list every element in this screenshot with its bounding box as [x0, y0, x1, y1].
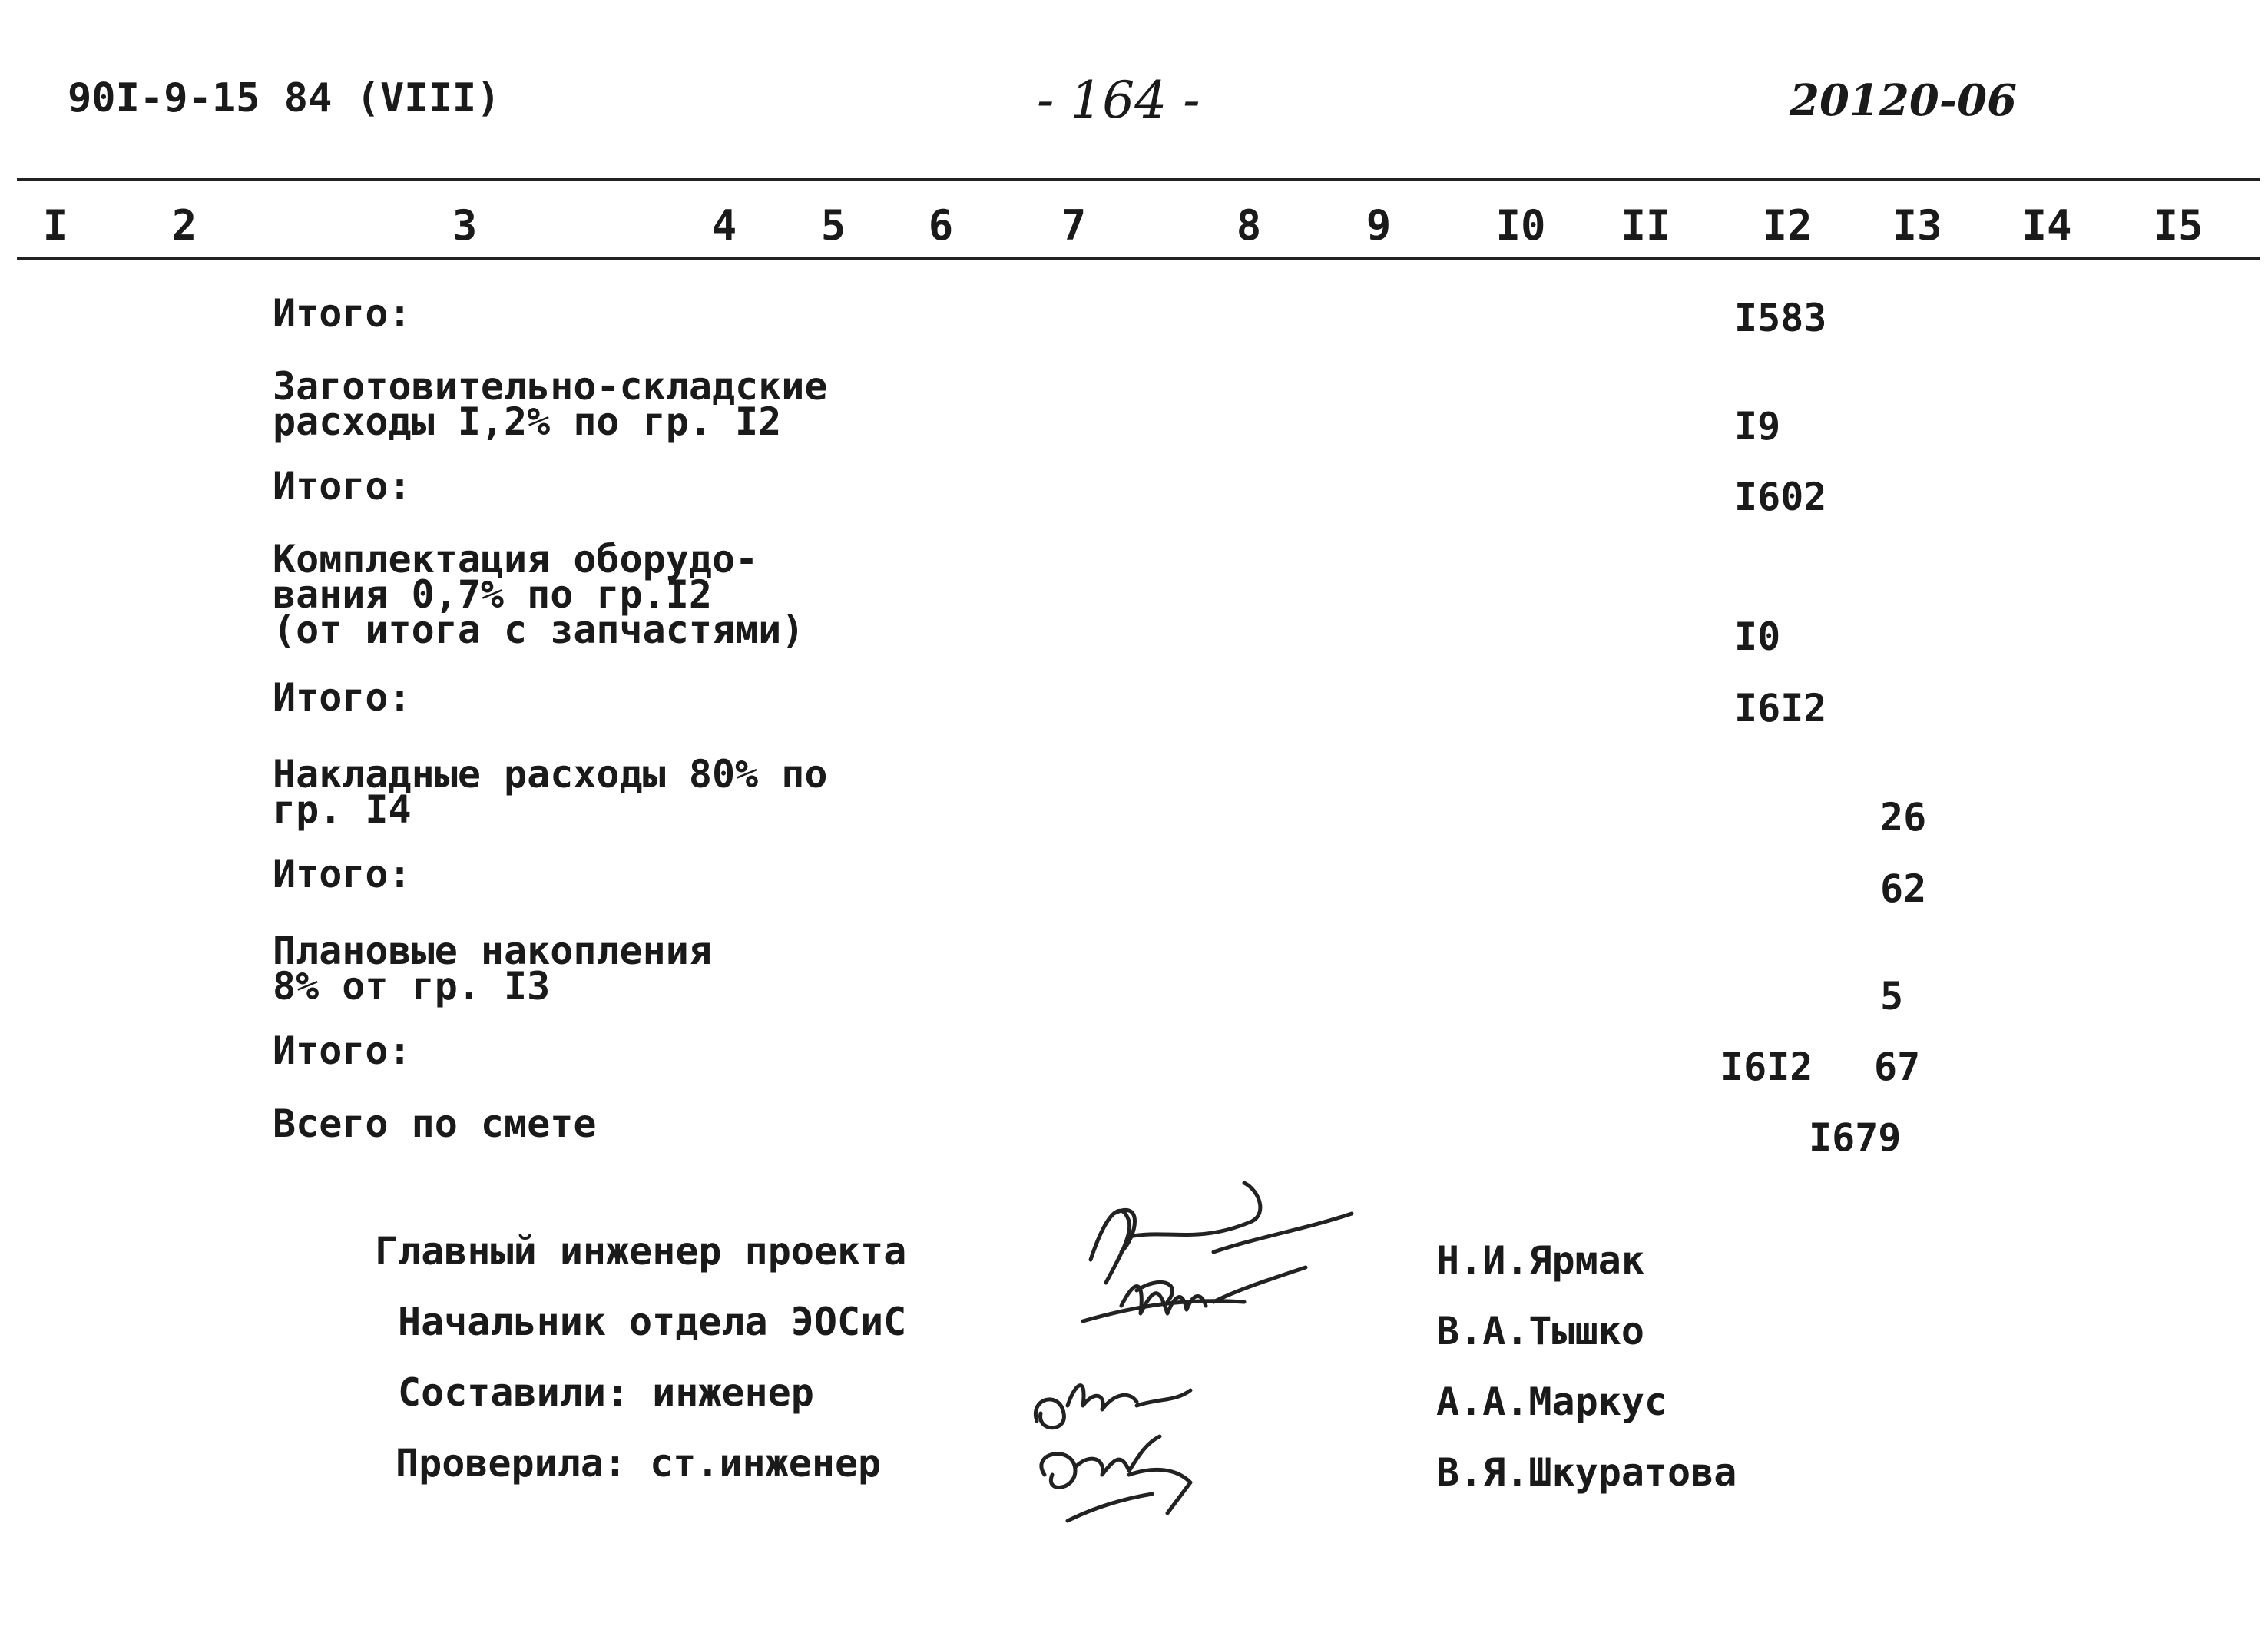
amount-col12: I6I2	[1734, 686, 1827, 730]
grand-total-value: I679	[1809, 1115, 1902, 1160]
amount-col13: 26	[1880, 795, 1927, 840]
column-number: I5	[2153, 201, 2203, 250]
column-number: 6	[928, 201, 954, 250]
row-description: Итого:	[273, 852, 412, 896]
column-number: 7	[1061, 201, 1087, 250]
signatory-name: В.Я.Шкуратова	[1436, 1450, 1737, 1495]
signatory-name: А.А.Маркус	[1436, 1380, 1668, 1424]
column-number: I0	[1495, 201, 1546, 250]
row-description: Итого:	[273, 291, 412, 336]
handwritten-signature	[1029, 1429, 1260, 1536]
signatory-role: Главный инженер проекта	[375, 1229, 907, 1274]
row-description: Итого:	[273, 464, 412, 508]
amount-col13: 62	[1880, 866, 1927, 911]
column-number: 2	[171, 201, 197, 250]
row-description: Накладные расходы 80% по гр. I4	[273, 752, 828, 832]
handwritten-signature	[1060, 1260, 1336, 1352]
amount-col12: I9	[1734, 404, 1781, 449]
signatory-name: В.А.Тышко	[1436, 1309, 1644, 1353]
header-rule-top	[17, 178, 2260, 181]
row-description: Итого:	[273, 1028, 412, 1073]
column-number: 5	[820, 201, 846, 250]
amount-col12: I583	[1734, 296, 1827, 340]
column-number: 3	[452, 201, 478, 250]
signatory-name: Н.И.Ярмак	[1436, 1238, 1644, 1283]
row-description: Комплектация оборудо- вания 0,7% по гр.I2 (от итога с запчастями)	[273, 537, 805, 652]
row-description: Плановые накопления 8% от гр. I3	[273, 929, 712, 1009]
amount-col13: 5	[1880, 974, 1904, 1019]
row-description: Итого:	[273, 675, 412, 720]
document-code: 90I-9-15 84 (VIII)	[68, 75, 501, 121]
column-number: I4	[2021, 201, 2072, 250]
column-number: I3	[1892, 201, 1942, 250]
signatory-role: Составили: инженер	[398, 1370, 814, 1415]
column-number: I2	[1762, 201, 1813, 250]
grand-total-label: Всего по смете	[273, 1101, 597, 1146]
column-number: I	[42, 201, 68, 250]
signatory-role: Проверила: ст.инженер	[396, 1441, 882, 1486]
column-number: 8	[1236, 201, 1262, 250]
document-number: 20120-06	[1790, 75, 2017, 126]
column-number: II	[1621, 201, 1671, 250]
header-rule-bottom	[17, 257, 2260, 260]
amount-col13: 67	[1874, 1045, 1921, 1089]
column-number: 9	[1366, 201, 1392, 250]
amount-col12: I0	[1734, 614, 1781, 659]
amount-col12: I6I2	[1720, 1045, 1813, 1089]
row-description: Заготовительно-складские расходы I,2% по гр. I2	[273, 364, 828, 444]
column-number: 4	[711, 201, 737, 250]
page-number: - 164 -	[1037, 71, 1200, 130]
signatory-role: Начальник отдела ЭОСиС	[398, 1300, 907, 1344]
amount-col12: I602	[1734, 475, 1827, 519]
